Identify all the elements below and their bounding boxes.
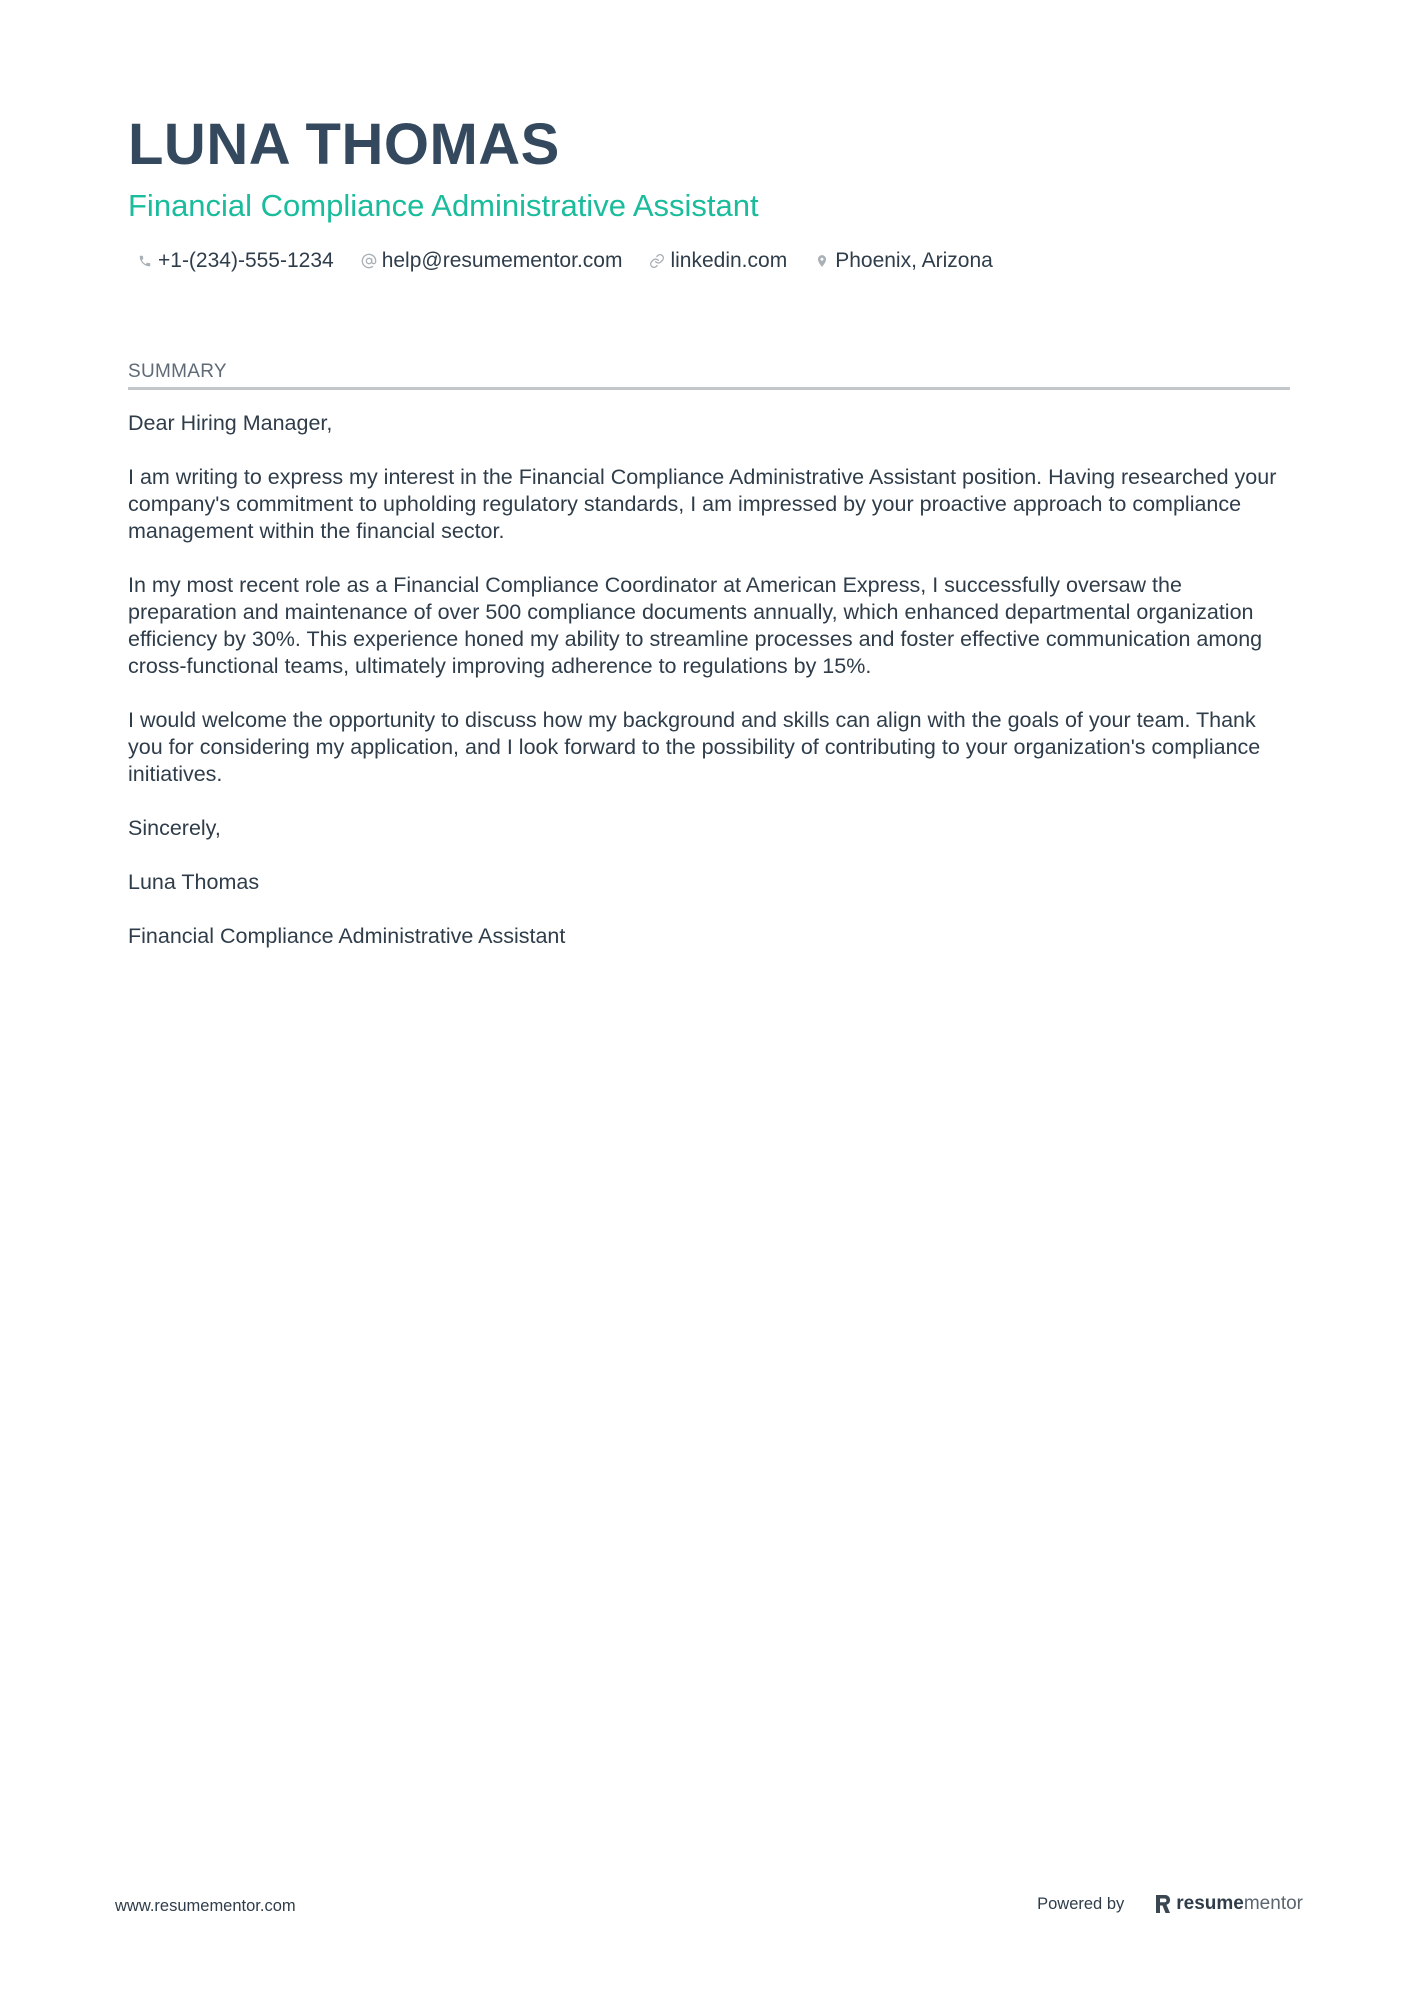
contact-email: [360, 244, 623, 278]
candidate-name: LUNA THOMAS: [128, 112, 560, 177]
brand-name-part1: resume: [1176, 1893, 1244, 1914]
contact-phone: [136, 244, 334, 278]
phone-icon: [136, 252, 154, 270]
contact-location-text: Phoenix, Arizona: [835, 249, 993, 272]
letter-paragraph: I would welcome the opportunity to discuss how my background and skills can align with the goals of your team. Thank you for considering my application, and I look forward to the possibility of contributing to your organization's compliance initiatives.: [128, 708, 1261, 786]
contact-linkedin: [648, 244, 787, 278]
at-icon: [360, 252, 378, 270]
link-icon: [648, 252, 666, 270]
contact-phone-text: +1-(234)-555-1234: [158, 249, 334, 272]
signature-title: Financial Compliance Administrative Assistant: [128, 924, 566, 948]
cover-letter-body: [128, 410, 1290, 977]
resumementor-logo-icon: [1154, 1893, 1172, 1915]
contact-email-text: help@resumementor.com: [381, 249, 623, 272]
letter-paragraph: In my most recent role as a Financial Compliance Coordinator at American Express, I successfully oversaw the preparation and maintenance of over 500 compliance documents annually, which enhanced departmental organization efficiency by 30%. This experience honed my ability to streamline processes and foster effective communication among cross-functional teams, ultimately improving adherence to regulations by 15%.: [128, 573, 1263, 678]
location-pin-icon: [813, 252, 831, 270]
section-divider: [128, 387, 1290, 390]
contact-bar: [136, 244, 1019, 278]
job-title: Financial Compliance Administrative Assistant: [128, 188, 759, 223]
powered-by-label: Powered by: [1037, 1895, 1125, 1913]
contact-linkedin-text: linkedin.com: [670, 249, 788, 272]
brand-logo-link[interactable]: [1154, 1890, 1303, 1918]
footer-branding: [1037, 1890, 1303, 1918]
letter-paragraph: I am writing to express my interest in the Financial Compliance Administrative Assistant position. Having researched your company's commitment to upholding regulatory standards, I am impressed by your proactive approach to compliance management within the financial sector.: [128, 465, 1277, 543]
section-title-summary: SUMMARY: [128, 361, 227, 382]
letter-closing: Sincerely,: [128, 816, 221, 840]
brand-name-part2: mentor: [1243, 1893, 1303, 1914]
footer-website-link[interactable]: www.resumementor.com: [115, 1897, 296, 1915]
letter-salutation: Dear Hiring Manager,: [128, 411, 333, 435]
contact-location: [813, 244, 993, 278]
signature-name: Luna Thomas: [128, 870, 260, 894]
